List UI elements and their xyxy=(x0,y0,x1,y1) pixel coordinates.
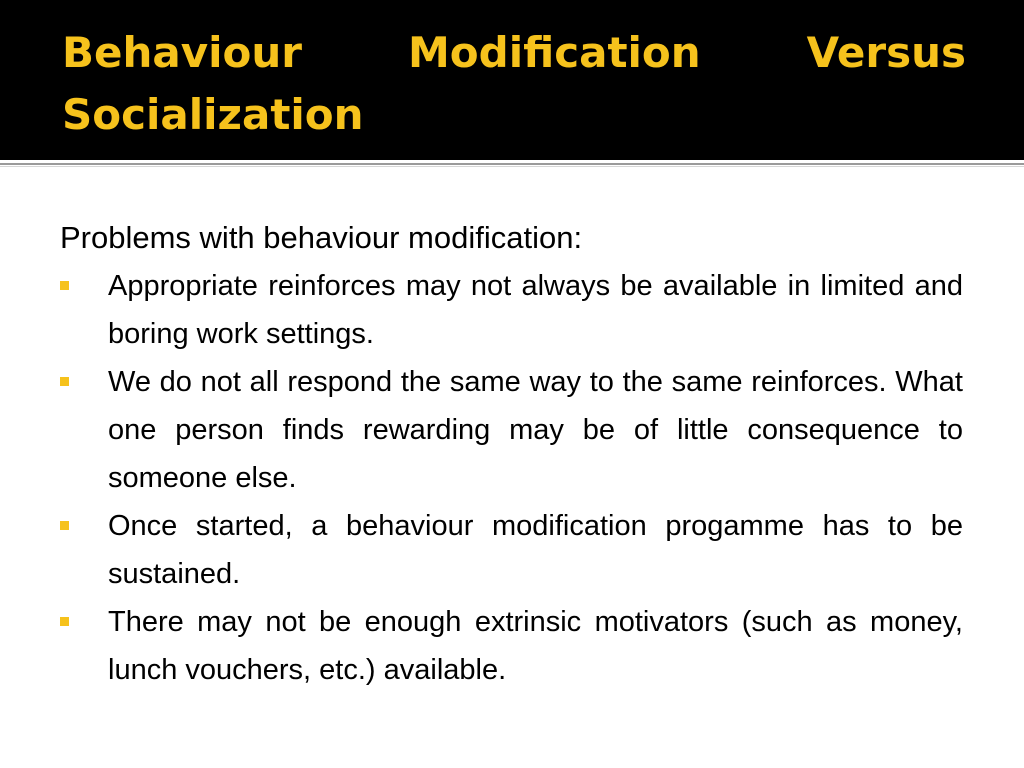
title-divider-shadow xyxy=(0,166,1024,167)
bullet-item xyxy=(60,598,963,694)
bullet-item xyxy=(60,502,963,598)
slide-body xyxy=(60,214,963,694)
square-bullet-icon xyxy=(60,377,69,386)
bullet-text: Appropriate reinforces may not always be available in limited and boring work settings. xyxy=(108,270,963,350)
slide-title: Behaviour Modification Versus Socialization xyxy=(62,28,966,139)
bullet-item xyxy=(60,358,963,502)
square-bullet-icon xyxy=(60,521,69,530)
title-bar xyxy=(0,0,1024,160)
bullet-text: We do not all respond the same way to the same reinforces. What one person finds rewarding may be of little consequence to someone else. xyxy=(108,366,963,494)
bullet-text: There may not be enough extrinsic motivators (such as money, lunch vouchers, etc.) available. xyxy=(108,606,963,686)
square-bullet-icon xyxy=(60,617,69,626)
bullet-text: Once started, a behaviour modification progamme has to be sustained. xyxy=(108,510,963,590)
bullet-item xyxy=(60,262,963,358)
title-divider xyxy=(0,163,1024,165)
square-bullet-icon xyxy=(60,281,69,290)
intro-text: Problems with behaviour modification: xyxy=(60,220,583,255)
bullet-list xyxy=(60,262,963,694)
